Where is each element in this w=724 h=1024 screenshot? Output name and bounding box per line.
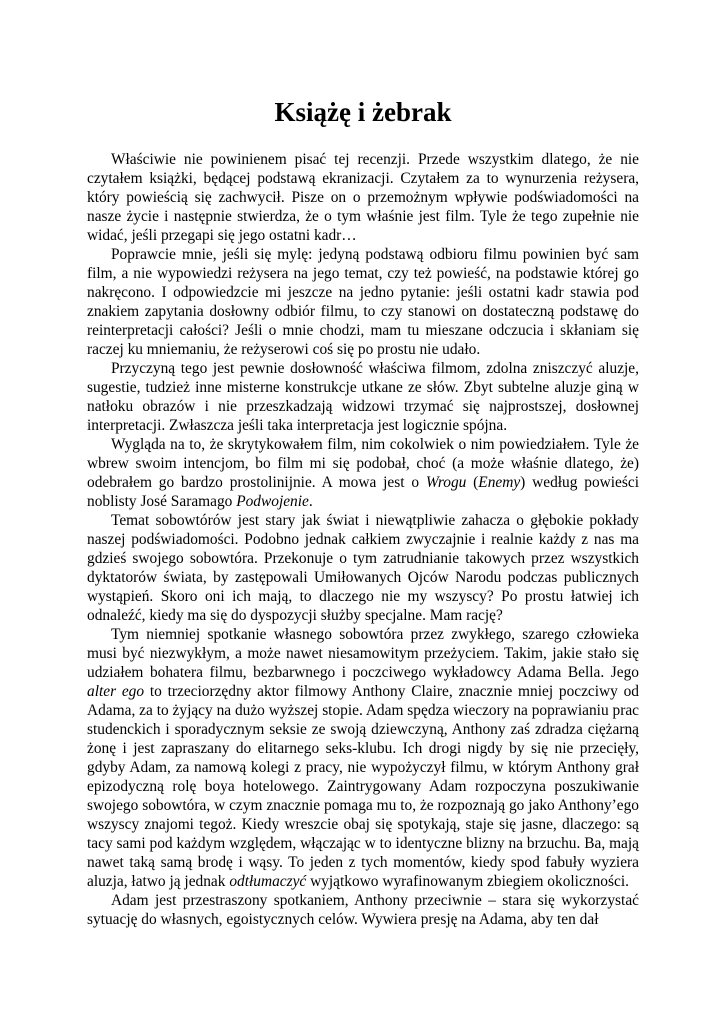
paragraph-text: ) według powieści noblisty José Saramago: [87, 474, 639, 510]
body-paragraph: [87, 435, 639, 511]
italic-title-text: Podwojenie: [236, 493, 309, 510]
body-paragraph: [87, 245, 639, 359]
body-paragraph: [87, 511, 639, 625]
paragraph-text: Tym niemniej spotkanie własnego sobowtóra przez zwykłego, szarego człowieka musi być niezwykłym, a może nawet niesamowitym przeżyciem. Takim, jakie stało się udziałem bohatera filmu, bezbarwnego i poczciwego wykładowcy Adama Bella. Jego: [87, 626, 639, 681]
document-body: [87, 150, 639, 929]
document-title: Książę i żebrak: [274, 97, 452, 127]
paragraph-text: Właściwie nie powinienem pisać tej recenzji. Przede wszystkim dlatego, że nie czytałem książki, będącej podstawą ekranizacji. Czytałem za to wynurzenia reżysera, który powieścią się zachwycił. Pisze on o przemożnym wpływie podświadomości na nasze życie i następnie stwierdza, że o tym właśnie jest film. Tyle że tego zupełnie nie widać, jeśli przegapi się jego ostatni kadr…: [87, 151, 639, 244]
body-paragraph: [87, 625, 639, 891]
paragraph-text: .: [308, 493, 313, 510]
paragraph-text: wyjątkowo wyrafinowanym zbiegiem okoliczności.: [306, 873, 629, 890]
italic-title-text: Wrogu: [425, 474, 467, 491]
body-paragraph: [87, 891, 639, 929]
body-paragraph: [87, 150, 639, 245]
paragraph-text: Wygląda na to, że skrytykowałem film, nim cokolwiek o nim powiedziałem. Tyle że wbrew swoim intencjom, bo film mi się podobał, choć (a może właśnie dlatego, że) odebrałem go bardzo prostolinijnie. A mowa jest o: [87, 436, 639, 491]
document-page: [87, 96, 639, 929]
body-paragraph: [87, 359, 639, 435]
italic-title-text: Enemy: [478, 474, 521, 491]
paragraph-text: Temat sobowtórów jest stary jak świat i niewątpliwie zahacza o głębokie pokłady naszej podświadomości. Podobno jednak całkiem zwyczajnie i realnie każdy z nas ma gdzieś swojego sobowtóra. Przekonuje o tym zatrudnianie takowych przez wszystkich dyktatorów świata, by zastępowali Umiłowanych Ojców Narodu podczas publicznych wystąpień. Skoro oni ich mają, to dlaczego nie my wszyscy? Po prostu łatwiej ich odnaleźć, kiedy ma się do dyspozycji służby specjalne. Mam rację?: [87, 512, 639, 624]
paragraph-text: Przyczyną tego jest pewnie dosłowność właściwa filmom, zdolna zniszczyć aluzje, sugestie, tudzież inne misterne konstrukcje utkane ze słów. Zbyt subtelne aluzje giną w natłoku obrazów i nie przeszkadzają widzowi trzymać się najprostszej, dosłownej interpretacji. Zwłaszcza jeśli taka interpretacja jest logicznie spójna.: [87, 360, 639, 434]
paragraph-text: to trzeciorzędny aktor filmowy Anthony Claire, znacznie mniej poczciwy od Adama, za to żyjący na dużo wyższej stopie. Adam spędza wieczory na poprawianiu prac studenckich i sporadycznym seksie ze swoją dziewczyną, Anthony zaś zdradza ciężarną żonę i jest zapraszany do elitarnego seks-klubu. Ich drogi nigdy by się nie przecięły, gdyby Adam, za namową kolegi z pracy, nie wypożyczył filmu, w którym Anthony grał epizodyczną rolę boya hotelowego. Zaintrygowany Adam rozpoczyna poszukiwanie swojego sobowtóra, w czym znacznie pomaga mu to, że rozpoznają go jako Anthony’ego wszyscy znajomi tegoż. Kiedy wreszcie obaj się spotykają, staje się jasne, dlaczego: są tacy sami pod każdym względem, włączając w to identyczne blizny na brzuchu. Ba, mają nawet taką samą brodę i wąsy. To jeden z tych momentów, kiedy spod fabuły wyziera aluzja, łatwo ją jednak: [87, 683, 640, 890]
paragraph-text: Poprawcie mnie, jeśli się mylę: jedyną podstawą odbioru filmu powinien być sam film, a nie wypowiedzi reżysera na jego temat, czy też powieść, na podstawie której go nakręcono. I odpowiedzcie mi jeszcze na jedno pytanie: jeśli ostatni kadr stawia pod znakiem zapytania dosłowny odbiór filmu, to czy stanowi on dostateczną podstawę do reinterpretacji całości? Jeśli o mnie chodzi, mam tu mieszane odczucia i skłaniam się raczej ku mniemaniu, że reżyserowi coś się po prostu nie udało.: [87, 246, 639, 358]
italic-title-text: odtłumaczyć: [229, 873, 307, 890]
paragraph-text: (: [466, 474, 479, 491]
paragraph-text: Adam jest przestraszony spotkaniem, Anthony przeciwnie – stara się wykorzystać sytuację do własnych, egoistycznych celów. Wywiera presję na Adama, aby ten dał: [87, 892, 639, 928]
italic-title-text: alter ego: [87, 683, 145, 700]
